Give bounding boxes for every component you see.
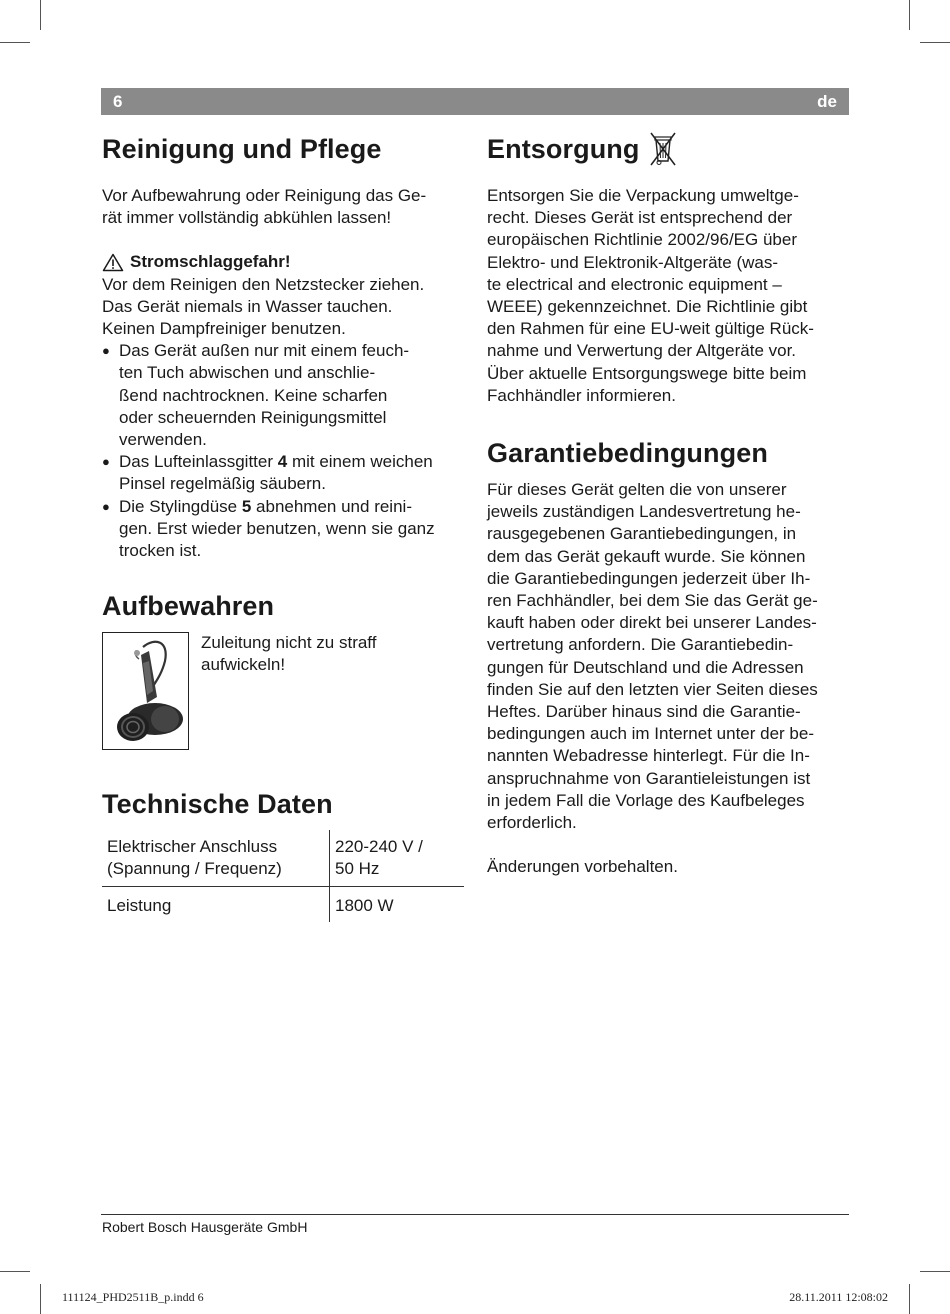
crop-mark xyxy=(40,0,41,30)
crop-mark xyxy=(40,1284,41,1314)
table-cell: Elektrischer Anschluss (Spannung / Frequenz) xyxy=(102,830,330,886)
warning-title: Stromschlaggefahr! xyxy=(130,252,291,272)
slug-date: 28.11.2011 12:08:02 xyxy=(789,1290,888,1304)
disposal-title: Entsorgung xyxy=(487,134,640,164)
crop-mark xyxy=(0,1271,30,1272)
storage-title: Aufbewahren xyxy=(102,591,275,622)
warranty-title: Garantiebedingungen xyxy=(487,438,768,469)
tech-title: Technische Daten xyxy=(102,789,333,820)
crop-mark xyxy=(0,42,30,43)
table-row xyxy=(102,886,464,922)
bullet-icon: ● xyxy=(102,498,110,514)
table-cell: 1800 W xyxy=(330,886,465,922)
crop-mark xyxy=(909,1284,910,1314)
footer-divider xyxy=(101,1214,849,1215)
warning-heading xyxy=(102,251,466,273)
tech-table xyxy=(102,830,464,922)
disposal-text: Entsorgen Sie die Verpackung umweltge- recht. Dieses Gerät ist entsprechend der europäischen Richtlinie 2002/96/EG über Elektro- und Elektronik-Altgeräte (was- te electrical and electronic equipment – WEEE) gekennzeichnet. Die Richtlinie gibt den Rahmen für eine EU-weit gültige Rück- nahme und Verwertung der Altgeräte vor. Über aktuelle Entsorgungswege bitte beim Fachhändler informieren. xyxy=(487,186,814,405)
header-bar xyxy=(101,88,849,115)
left-column xyxy=(102,131,466,922)
slug-file: 111124_PHD2511B_p.indd 6 xyxy=(62,1290,204,1304)
footer-company: Robert Bosch Hausgeräte GmbH xyxy=(102,1219,308,1235)
list-item: ● Die Stylingdüse 5 abnehmen und reini- gen. Erst wieder benutzen, wenn sie ganz trocken ist. xyxy=(102,496,435,561)
care-list xyxy=(102,340,466,562)
right-column xyxy=(487,131,849,878)
hairdryer-illustration xyxy=(102,632,189,750)
warranty-text: Für dieses Gerät gelten die von unserer jeweils zuständigen Landesvertretung he- rausgegebenen Garantiebedingungen, in dem das Gerät gekauft wurde. Sie können die Garantiebedingungen jederzeit über Ih- ren Fachhändler, bei dem Sie das Gerät ge- kauft haben oder direkt bei unserer Landes- vertretung anfordern. Die Garantiebedin- gungen für Deutschland und die Adressen finden Sie auf den letzten vier Seiten dieses Heftes. Darüber hinaus sind die Garantie- bedingungen auch im Internet unter der be- nannten Webadresse hinterlegt. Für die In- anspruchnahme von Garantieleistungen ist in jedem Fall die Vorlage des Kaufbeleges erforderlich. xyxy=(487,480,818,833)
storage-text: Zuleitung nicht zu straff aufwickeln! xyxy=(201,633,377,675)
crossed-bin-icon xyxy=(649,131,677,167)
list-item: ● Das Lufteinlassgitter 4 mit einem weichen Pinsel regelmäßig säubern. xyxy=(102,452,433,494)
table-cell: 220-240 V / 50 Hz xyxy=(330,830,465,886)
care-intro: Vor Aufbewahrung oder Reinigung das Ge- rät immer vollständig abkühlen lassen! xyxy=(102,186,427,228)
crop-mark xyxy=(920,42,950,43)
bullet-icon: ● xyxy=(102,454,110,470)
table-row xyxy=(102,830,464,886)
warning-triangle-icon xyxy=(102,253,124,272)
bullet-icon: ● xyxy=(102,343,110,359)
care-title: Reinigung und Pflege xyxy=(102,134,382,164)
page-number: 6 xyxy=(113,92,123,111)
storage-section xyxy=(102,632,466,752)
table-cell: Leistung xyxy=(107,895,172,915)
crop-mark xyxy=(920,1271,950,1272)
warning-text: Vor dem Reinigen den Netzstecker ziehen. Das Gerät niemals in Wasser tauchen. Keinen Dampfreiniger benutzen. xyxy=(102,274,425,339)
changes-note: Änderungen vorbehalten. xyxy=(487,857,678,877)
crop-mark xyxy=(909,0,910,30)
language-code: de xyxy=(817,92,837,111)
list-item: ● Das Gerät außen nur mit einem feuch- ten Tuch abwischen und anschlie- ßend nachtrocknen. Keine scharfen oder scheuernden Reinigungsmittel verwenden. xyxy=(102,341,410,450)
